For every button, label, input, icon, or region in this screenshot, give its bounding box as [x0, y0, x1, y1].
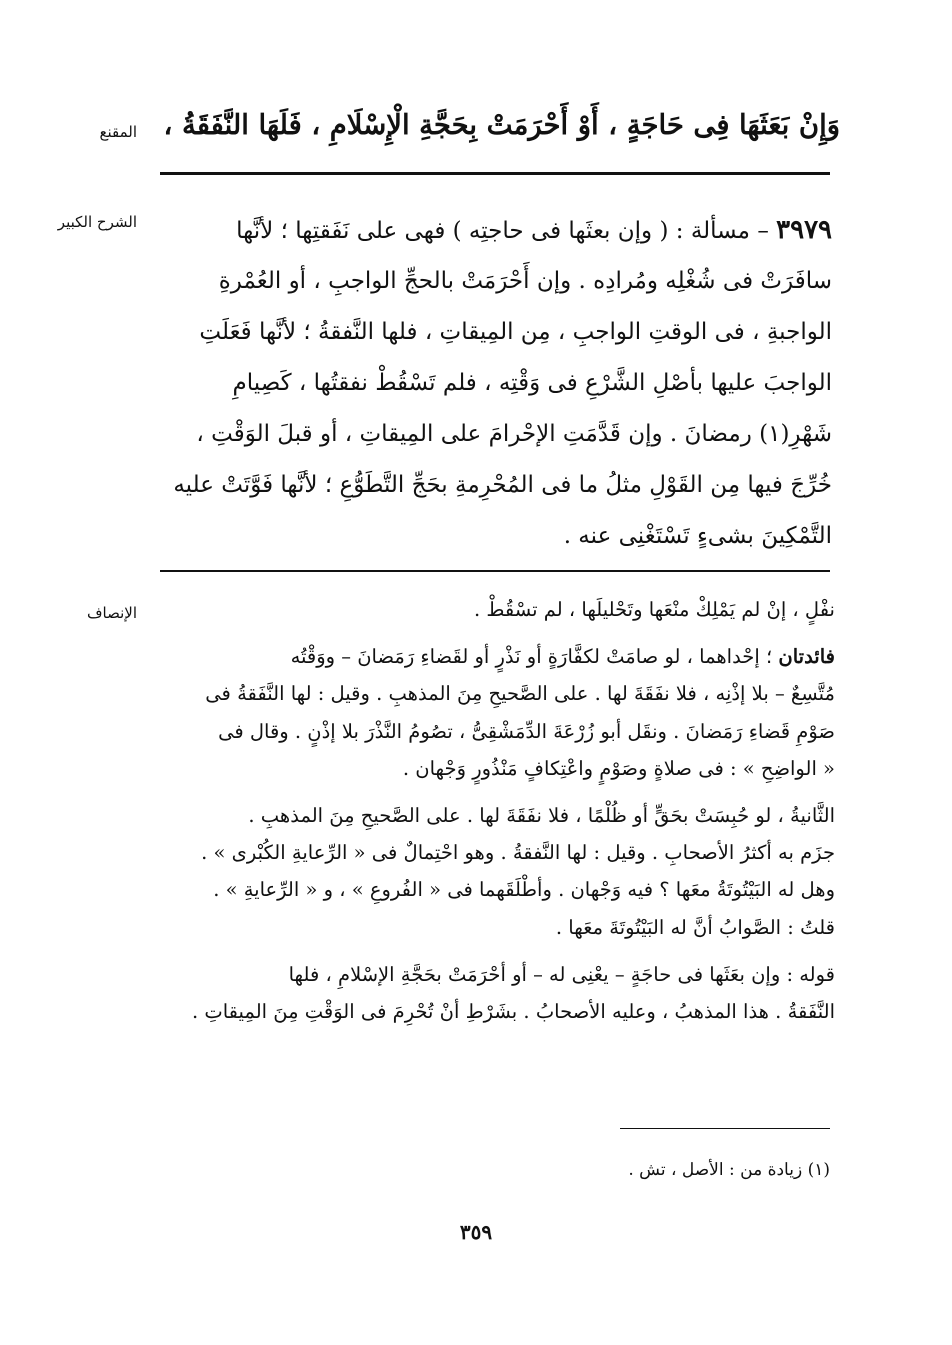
insaf-line: قلتُ : الصَّوابُ أنَّ له البَيْتُوتَةَ معَها . [555, 915, 835, 939]
muqni-text [155, 100, 840, 150]
insaf-line: نفْلٍ ، إنْ لم يَمْلِكْ منْعَها وتَحْليلَها ، لم تسْقُطْ . [473, 598, 835, 621]
sharh-line: التَّمْكِينَ بشىءٍ تَسْتَغْنِى عنه . [563, 523, 832, 549]
insaf-line: وهل له البَيْتُوتَةُ معَها ؟ فيه وَجْهان . وأطْلَقَهما فى « الفُروعِ » ، و « الرِّعايةِ » . [213, 878, 835, 902]
insaf-line: جزَم به أكثرُ الأصحابِ . وقيل : لها النَّفقةُ . وهو احْتِمالٌ فى « الرِّعايةِ الكُبْرى » . [201, 841, 835, 865]
muqni-line: وَإِنْ بَعَثَهَا فِى حَاجَةٍ ، أَوْ أَحْرَمَتْ بِحَجَّةِ الْإِسْلَامِ ، فَلَهَا النَّفَقَةُ ، [163, 109, 840, 141]
paragraph-gap [155, 628, 835, 638]
section-divider-thin [160, 570, 830, 572]
sharh-line: خُرِّجَ فيها مِن القَوْلِ مثلُ ما فى المُحْرِمةِ بحَجِّ التَّطَوُّعِ ؛ لأنَّها فَوَّتَتْ عليه [173, 472, 832, 498]
insaf-line-text: ؛ إحْداهما ، لو صامَتْ لكفَّارَةٍ أو نَذْرٍ أو لقَضاءِ رَمَضانَ – ووَقْتُه [290, 645, 773, 669]
page-number: ٣٥٩ [459, 1220, 493, 1244]
sharh-line: الواجبةِ ، فى الوقتِ الواجبِ ، مِن المِيقاتِ ، فلها النَّفقةُ ؛ لأنَّها فَعَلَتِ [199, 319, 832, 345]
paragraph-gap [155, 787, 835, 797]
insaf-line: مُتَّسِعٌ – بلا إذْنِه ، فلا نفَقَةَ لها . على الصَّحيحِ مِنَ المذهبِ . وقيل : لها النَّفَقةُ فى [205, 682, 835, 706]
margin-label-muqni: المقنع [99, 123, 137, 141]
margin-label-sharh: الشرح الكبير [57, 213, 137, 231]
sharh-text [160, 205, 832, 562]
insaf-line [155, 638, 835, 675]
faidatan-heading: فائدتان [778, 645, 835, 669]
insaf-line: الثَّانيةُ ، لو حُبِسَتْ بحَقٍّ أو ظُلْمًا ، فلا نفَقَةَ لها . على الصَّحيحِ مِنَ المذهبِ . [248, 803, 835, 827]
sharh-line: الواجبَ عليها بأصْلِ الشَّرْعِ فى وَقْتِه ، فلم تَسْقُطْ نفقتُها ، كَصِيامِ [232, 370, 832, 396]
margin-label-insaf: الإنصاف [86, 604, 137, 622]
footnote: (١) زيادة من : الأصل ، تش . [628, 1160, 830, 1180]
insaf-line: « الواضِحِ » : فى صلاةٍ وصَوْمٍ واعْتِكافٍ مَنْذُورٍ وَجْهان . [402, 756, 835, 780]
sharh-line [160, 205, 832, 256]
insaf-line: صَوْمِ قَضاءِ رَمَضانَ . ونقَل أبو زُرْعَةَ الدِّمَشْقِىُّ ، تصُومُ النَّذْرَ بلا إذْنٍ . وقال فى [218, 719, 835, 743]
sharh-line: شَهْرِ(١) رمضانَ . وإن قَدَّمَتِ الإحْرامَ على المِيقاتِ ، أو قبلَ الوَقْتِ ، [196, 421, 832, 447]
sharh-line: سافَرَتْ فى شُغْلِه ومُرادِه . وإن أَحْرَمَتْ بالحجِّ الواجبِ ، أو العُمْرةِ [218, 268, 832, 294]
section-divider-thick [160, 172, 830, 175]
insaf-text [155, 591, 835, 1030]
insaf-line: قوله : وإن بعَثَها فى حاجَةٍ – يعْنِى له – أو أحْرَمَتْ بحَجَّةِ الإسْلامِ ، فلها [288, 962, 835, 986]
sharh-line-text: – مسألة : ( وإن بعثَها فى حاجتِه ) فهى على نَفَقتِها ؛ لأنَّها [236, 218, 769, 244]
footnote-divider [620, 1128, 830, 1129]
paragraph-gap [155, 946, 835, 956]
insaf-line: النَّفَقةُ . هذا المذهبُ ، وعليه الأصحابُ . بشَرْطِ أنْ تُحْرِمَ فى الوَقْتِ مِنَ المِيقاتِ . [191, 999, 835, 1023]
issue-number: ٣٩٧٩ [776, 215, 832, 245]
